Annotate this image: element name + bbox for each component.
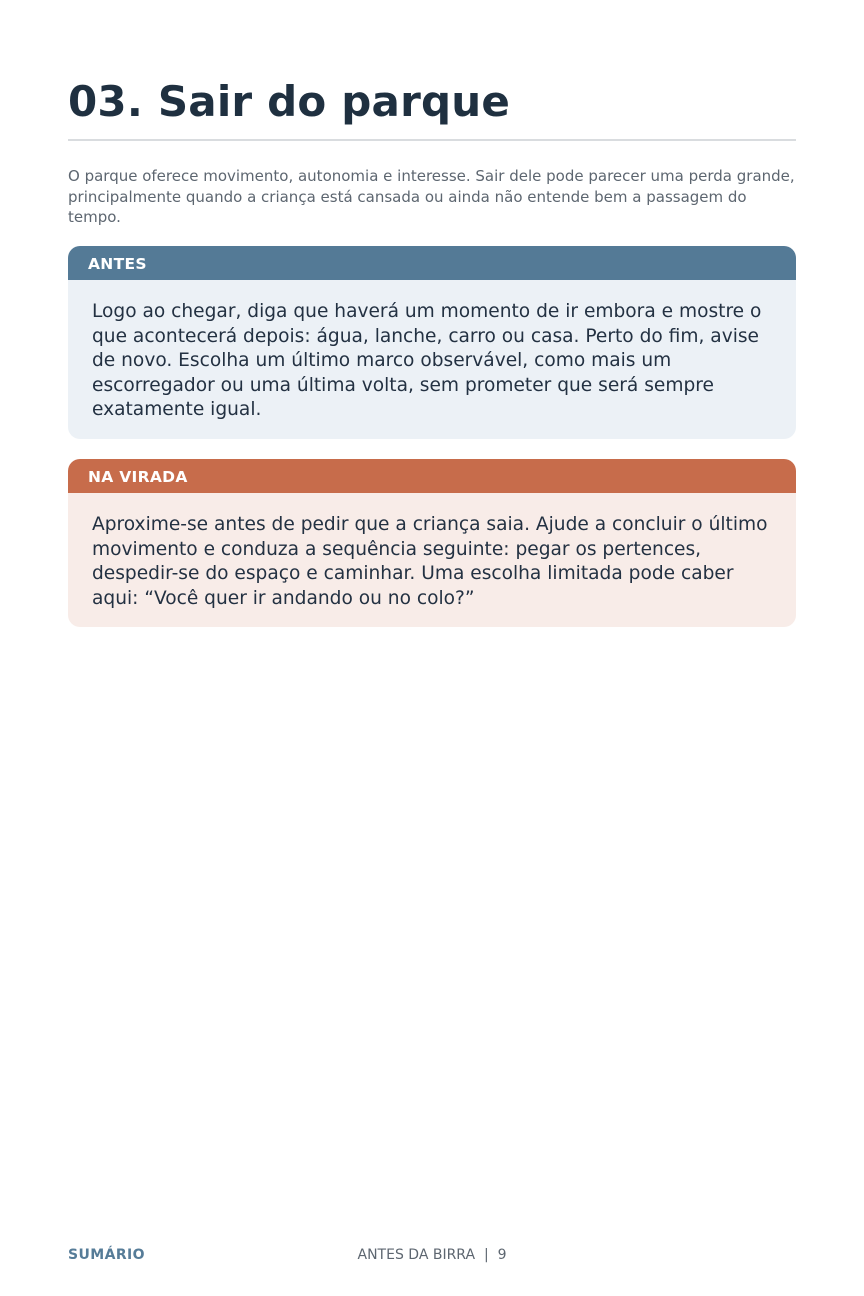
card-na-virada-header: NA VIRADA xyxy=(68,459,796,493)
footer-separator: | xyxy=(483,1247,489,1263)
table-of-contents-link[interactable]: SUMÁRIO xyxy=(68,1247,145,1263)
page-title: 03. Sair do parque xyxy=(68,77,511,126)
card-na-virada xyxy=(68,459,796,627)
intro-paragraph: O parque oferece movimento, autonomia e interesse. Sair dele pode parecer uma perda grande, principalmente quando a criança está cansada ou ainda não entende bem a passagem do tempo. xyxy=(68,167,795,226)
card-na-virada-text: Aproxime-se antes de pedir que a criança saia. Ajude a concluir o último movimento e conduza a sequência seguinte: pegar os pertences, despedir-se do espaço e caminhar. Uma escolha limitada pode caber aqui: “Você quer ir andando ou no colo?” xyxy=(68,493,796,627)
card-antes xyxy=(68,246,796,439)
footer-running-head xyxy=(0,1246,864,1264)
page-number: 9 xyxy=(497,1247,507,1263)
card-antes-header: ANTES xyxy=(68,246,796,280)
footer-book-title: ANTES DA BIRRA xyxy=(357,1247,476,1263)
title-divider xyxy=(68,139,796,141)
card-antes-text: Logo ao chegar, diga que haverá um momento de ir embora e mostre o que acontecerá depois: água, lanche, carro ou casa. Perto do fim, avise de novo. Escolha um último marco observável, como mais um escorregador ou uma última volta, sem prometer que será sempre exatamente igual. xyxy=(68,280,796,439)
